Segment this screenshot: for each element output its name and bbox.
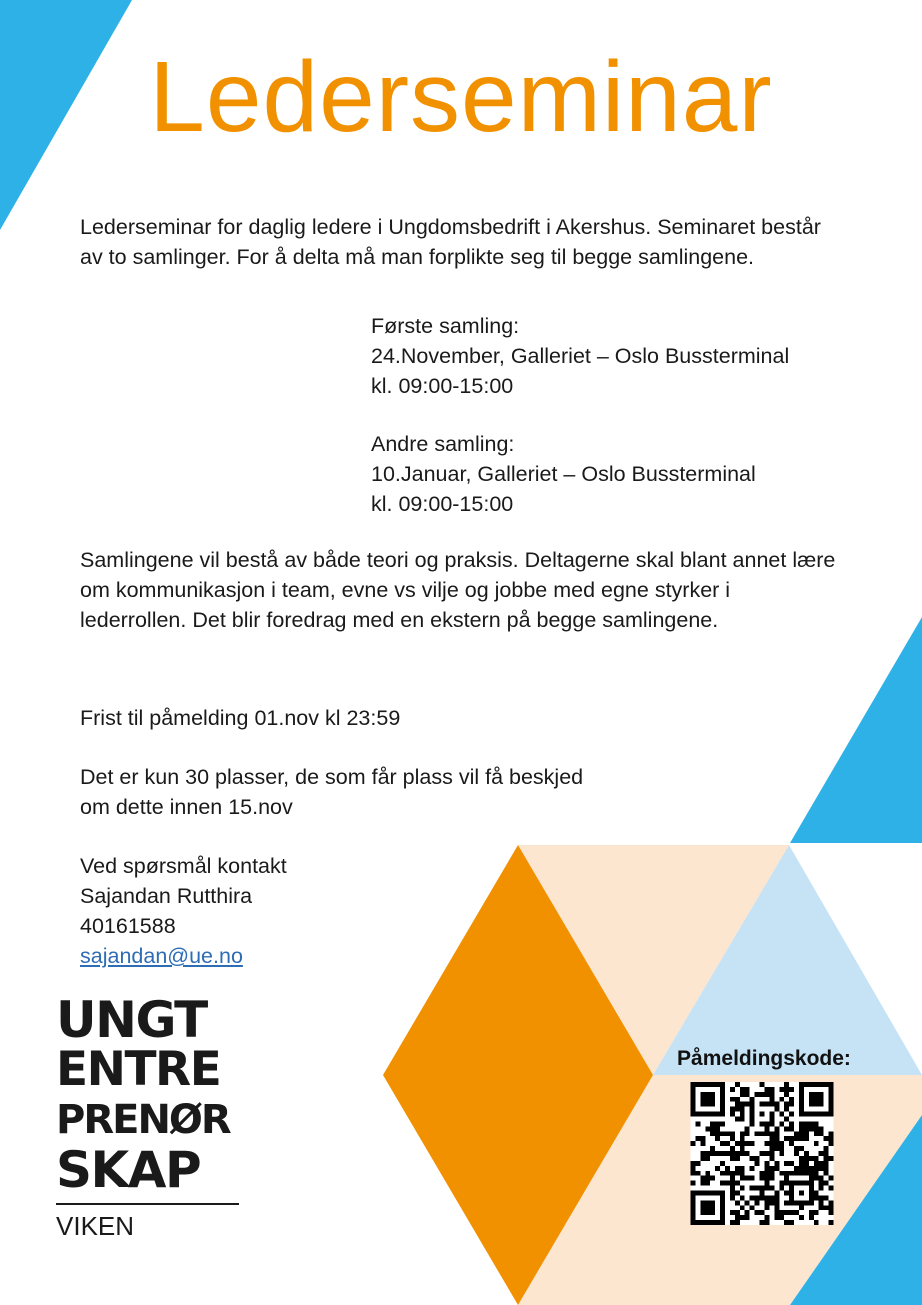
intro-text: Lederseminar for daglig ledere i Ungdomsbedrift i Akershus. Seminaret består av to samlinger. For å delta må man forplikte seg til begge samlingene. — [80, 215, 821, 269]
session-second — [371, 429, 891, 519]
places-text: Det er kun 30 plasser, de som får plass vil få beskjed om dette innen 15.nov — [80, 765, 584, 819]
session-first — [371, 311, 891, 401]
session-time: kl. 09:00-15:00 — [371, 492, 514, 516]
page-title: Lederseminar — [149, 41, 773, 153]
description-text: Samlingene vil bestå av både teori og praksis. Deltagerne skal blant annet lære om kommunikasjon i team, evne vs vilje og jobbe med egne styrker i lederrollen. Det blir foredrag med en ekstern på begge samlingene. — [80, 548, 836, 632]
qr-label: Påmeldingskode: — [677, 1047, 851, 1070]
logo-line-1: UNGT — [56, 991, 207, 1049]
logo-region: VIKEN — [56, 1211, 135, 1241]
logo-line-2: ENTRE — [56, 1042, 221, 1097]
ungt-entreprenorskap-logo — [56, 991, 246, 1241]
contact-email-link[interactable]: sajandan@ue.no — [80, 944, 243, 968]
logo-line-3: PRENØR — [56, 1097, 230, 1143]
contact-phone: 40161588 — [80, 914, 176, 938]
contact-heading: Ved spørsmål kontakt — [80, 854, 287, 878]
session-place: 24.November, Galleriet – Oslo Bussterminal — [371, 344, 790, 368]
session-label: Andre samling: — [371, 432, 515, 456]
qr-code-icon[interactable] — [686, 1082, 838, 1225]
right-blue-triangle — [790, 617, 922, 843]
contact-name: Sajandan Rutthira — [80, 884, 253, 908]
session-label: Første samling: — [371, 314, 520, 338]
session-time: kl. 09:00-15:00 — [371, 374, 514, 398]
contact-block — [80, 851, 480, 971]
deadline-text: Frist til påmelding 01.nov kl 23:59 — [80, 706, 401, 730]
logo-line-4: SKAP — [56, 1141, 201, 1199]
logo-divider — [56, 1203, 239, 1205]
session-place: 10.Januar, Galleriet – Oslo Bussterminal — [371, 462, 756, 486]
